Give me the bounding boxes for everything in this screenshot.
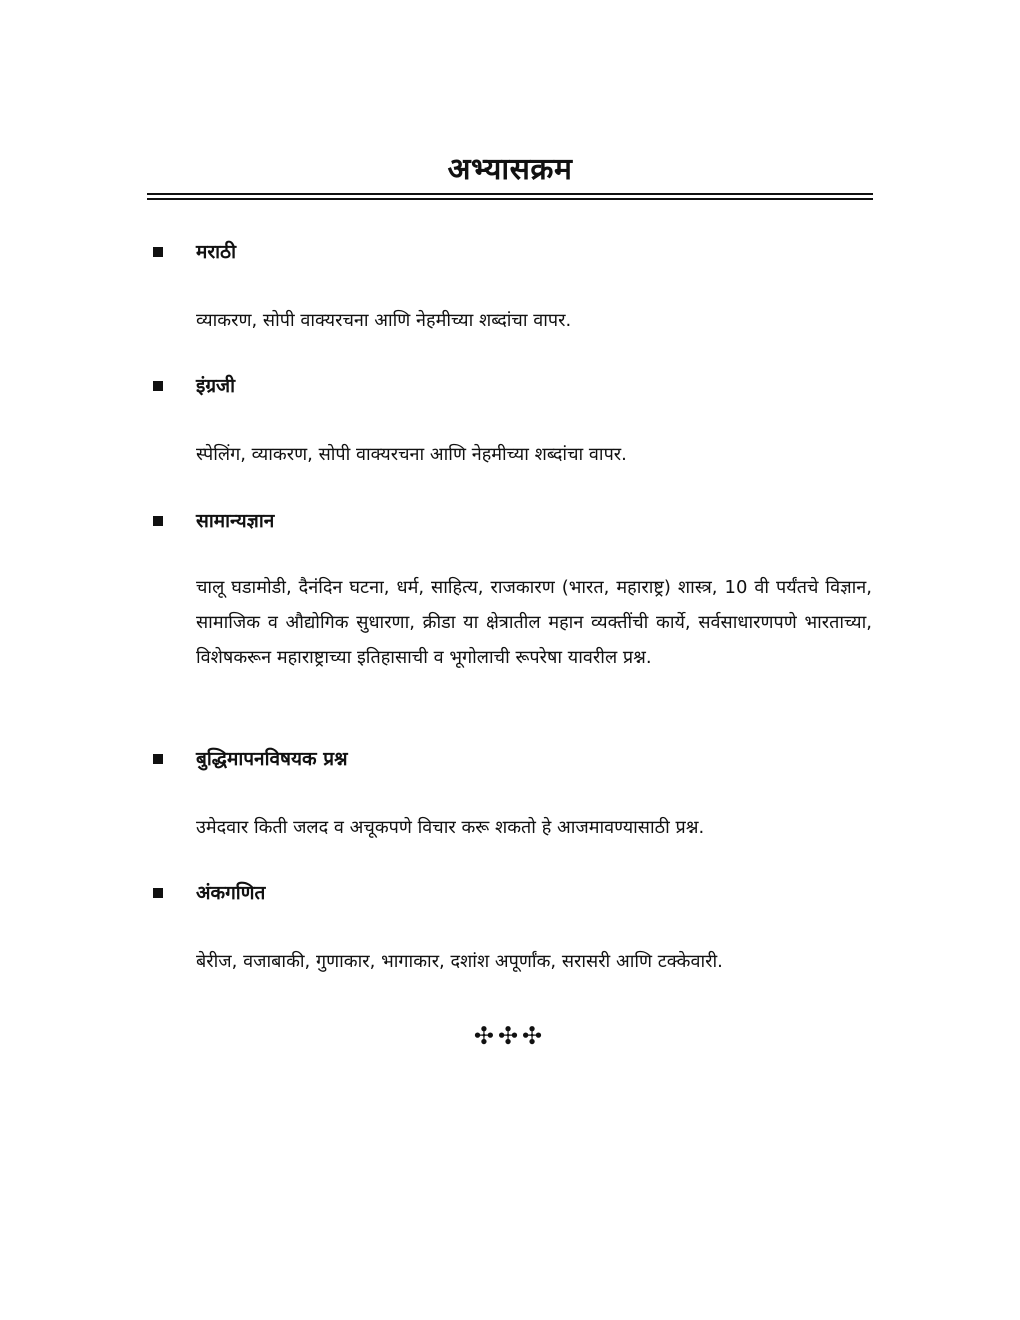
square-bullet-icon: [153, 247, 163, 257]
section-heading-text: सामान्यज्ञान: [196, 510, 275, 532]
section-body-english: स्पेलिंग, व्याकरण, सोपी वाक्यरचना आणि नेहमीच्या शब्दांचा वापर.: [196, 444, 627, 465]
section-heading-text: मराठी: [196, 241, 237, 263]
section-heading-text: बुद्धिमापनविषयक प्रश्न: [196, 748, 348, 770]
square-bullet-icon: [153, 516, 163, 526]
page-title: अभ्यासक्रम: [447, 152, 573, 187]
square-bullet-icon: [153, 888, 163, 898]
square-bullet-icon: [153, 754, 163, 764]
title-double-rule: [147, 193, 873, 200]
square-bullet-icon: [153, 381, 163, 391]
section-body-arithmetic: बेरीज, वजाबाकी, गुणाकार, भागाकार, दशांश अपूर्णांक, सरासरी आणि टक्केवारी.: [196, 951, 723, 972]
section-heading-text: इंग्रजी: [196, 375, 236, 397]
section-body-reasoning: उमेदवार किती जलद व अचूकपणे विचार करू शकतो हे आजमावण्यासाठी प्रश्न.: [196, 817, 705, 838]
closing-ornament: ✣✣✣: [473, 1022, 547, 1050]
section-body-marathi: व्याकरण, सोपी वाक्यरचना आणि नेहमीच्या शब्दांचा वापर.: [196, 310, 572, 331]
section-heading-text: अंकगणित: [196, 882, 266, 904]
section-body-general-knowledge: चालू घडामोडी, दैनंदिन घटना, धर्म, साहित्य, राजकारण (भारत, महाराष्ट्र) शास्त्र, 10 वी पर्यंतचे विज्ञान, सामाजिक व औद्योगिक सुधारणा, क्रीडा या क्षेत्रातील महान व्यक्तींची कार्ये, सर्वसाधारणपणे भारताच्या, विशेषकरून महाराष्ट्राच्या इतिहासाची व भूगोलाची रूपरेषा यावरील प्रश्न.: [196, 577, 872, 668]
